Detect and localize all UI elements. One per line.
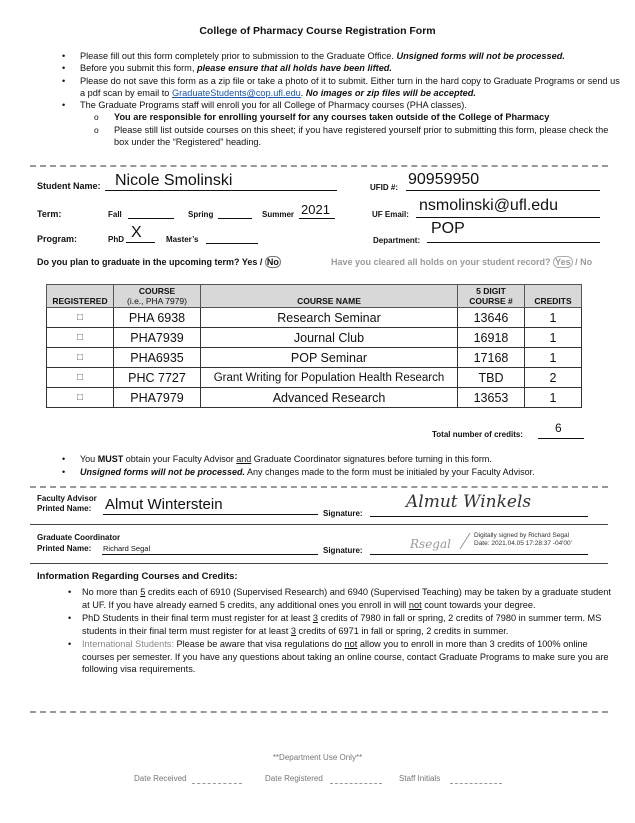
registered-checkbox[interactable]: □: [47, 388, 114, 408]
info-text: PhD Students in their final term must register for at least: [82, 613, 313, 623]
header-course: [114, 285, 201, 308]
info-text: Please be aware that visa regulations do: [173, 639, 345, 649]
course-name: POP Seminar: [201, 348, 458, 368]
graduate-email-link[interactable]: GraduateStudents@cop.ufl.edu: [171, 87, 301, 98]
date-registered-field[interactable]: [330, 783, 382, 784]
table-header-row: [47, 285, 582, 308]
phd-label: PhD: [108, 235, 124, 244]
staff-initials-label: Staff Initials: [399, 774, 441, 783]
advisor-label: [37, 494, 97, 514]
instruction-text: Please fill out this form completely prior to submission to the Graduate Office.: [80, 51, 397, 61]
department-field[interactable]: [427, 218, 600, 243]
info-emphasis: 5: [140, 587, 146, 597]
digital-signature-line2: Date: 2021.04.05 17:28:37 -04'00': [474, 540, 572, 547]
course-number: 13646: [458, 308, 525, 328]
instruction-emphasis: No images or zip files will be accepted.: [305, 87, 476, 98]
summer-label: Summer: [262, 210, 295, 219]
graduate-question-text: Do you plan to graduate in the upcoming term? Yes /: [37, 257, 265, 267]
summer-value: 2021: [301, 202, 330, 217]
summer-field[interactable]: [299, 198, 335, 219]
course-code: PHA7979: [114, 388, 201, 408]
fall-label: Fall: [108, 210, 122, 219]
course-name: Research Seminar: [201, 308, 458, 328]
header-course-line2: (i.e., PHA 7979): [126, 296, 187, 306]
header-registered: REGISTERED: [47, 285, 114, 308]
bullet-glyph: •: [62, 467, 66, 477]
digital-signature-line1: Digitally signed by Richard Segal: [474, 532, 570, 539]
spring-field[interactable]: [218, 206, 252, 219]
header-credits: CREDITS: [525, 285, 582, 308]
spring-label: Spring: [188, 210, 214, 219]
table-row: [47, 308, 582, 328]
instruction-item: [62, 62, 622, 74]
instruction-subitem: [62, 124, 622, 149]
total-credits-label: Total number of credits:: [432, 430, 523, 439]
course-number: TBD: [458, 368, 525, 388]
instruction-subtext: Please still list outside courses on this sheet; if you have registered yourself prior to submitting this form, please check the box under the “Registered” heading.: [114, 124, 609, 148]
signature-notes: [62, 453, 622, 479]
course-name: Advanced Research: [201, 388, 458, 408]
info-emphasis: not: [408, 599, 422, 610]
advisor-name-field[interactable]: [103, 494, 318, 515]
course-code: PHA6935: [114, 348, 201, 368]
bullet-glyph: •: [62, 454, 66, 464]
masters-field[interactable]: [206, 231, 258, 244]
ufid-label: UFID #:: [370, 183, 398, 192]
course-credits: 2: [525, 368, 582, 388]
holds-answer-yes[interactable]: Yes: [555, 257, 571, 267]
coordinator-signature-label: Signature:: [323, 546, 363, 555]
advisor-signature-label: Signature:: [323, 509, 363, 518]
form-title: College of Pharmacy Course Registration Form: [199, 25, 436, 37]
note-text: You: [80, 454, 98, 464]
section-divider: [30, 563, 608, 564]
graduate-answer-no[interactable]: No: [266, 257, 279, 267]
student-name-label: Student Name:: [37, 181, 101, 191]
course-credits: 1: [525, 388, 582, 408]
header-course-name: COURSE NAME: [201, 285, 458, 308]
info-item: [68, 638, 620, 676]
program-label: Program:: [37, 234, 78, 244]
student-name-value: Nicole Smolinski: [115, 172, 233, 189]
info-text: credits of 7980 in fall or spring, 2 credits of 7980 in summer term. MS students in their final term must register for at least: [82, 613, 602, 636]
instruction-text: Before you submit this form,: [80, 63, 197, 74]
table-row: [47, 388, 582, 408]
instruction-text: .: [300, 87, 306, 98]
course-code: PHA7939: [114, 328, 201, 348]
term-label: Term:: [37, 209, 62, 219]
info-text: allow you to enroll in more than 3 credits of 100% online courses per semester. If you have any questions about taking an online course, contact Graduate Programs to make sure you are following visa requirements.: [82, 639, 609, 674]
info-text: credits of 6971 in fall or spring, 2 credits in summer.: [295, 625, 509, 636]
instruction-item: [62, 50, 622, 62]
section-divider: [30, 486, 608, 488]
student-name-field[interactable]: [105, 172, 337, 191]
advisor-label-line2: Printed Name:: [37, 504, 92, 513]
email-label: UF Email:: [372, 210, 409, 219]
coordinator-label-line1: Graduate Coordinator: [37, 533, 121, 542]
ufid-field[interactable]: [406, 172, 600, 191]
note-text: Any changes made to the form must be initialed by your Faculty Advisor.: [245, 467, 535, 477]
masters-label: Master’s: [166, 235, 199, 244]
graduate-question: [37, 257, 281, 267]
course-credits: 1: [525, 348, 582, 368]
coordinator-name-field[interactable]: [102, 540, 318, 555]
info-emphasis: 3: [312, 613, 318, 623]
advisor-name-value: Almut Winterstein: [105, 496, 223, 513]
note-emphasis: MUST: [97, 454, 124, 464]
course-name: Grant Writing for Population Health Research: [201, 368, 458, 388]
instruction-emphasis: please ensure that all holds have been lifted.: [196, 63, 392, 74]
email-field[interactable]: [416, 195, 600, 218]
note-text: Graduate Coordinator signatures before turning in this form.: [251, 454, 492, 464]
advisor-signature-field[interactable]: [370, 490, 588, 517]
info-heading: Information Regarding Courses and Credits:: [37, 571, 238, 582]
coordinator-signature-image: Rsegal: [410, 537, 451, 551]
registered-checkbox[interactable]: □: [47, 328, 114, 348]
department-use-heading: **Department Use Only**: [272, 753, 363, 762]
table-row: [47, 368, 582, 388]
phd-field[interactable]: [126, 222, 155, 243]
note-item: [62, 453, 622, 466]
holds-question-text: Have you cleared all holds on your student record?: [331, 257, 554, 267]
course-credits: 1: [525, 308, 582, 328]
email-value: nsmolinski@ufl.edu: [419, 197, 558, 214]
courses-table: [46, 284, 582, 408]
info-text: No more than: [82, 587, 141, 597]
instructions-list: [62, 50, 622, 148]
info-item: [68, 612, 620, 637]
instruction-text: The Graduate Programs staff will enroll you for all College of Pharmacy courses (PHA classes).: [80, 100, 467, 111]
header-course-line1: COURSE: [138, 286, 176, 296]
date-received-field[interactable]: [192, 783, 242, 784]
course-number: 16918: [458, 328, 525, 348]
total-credits-field[interactable]: [538, 420, 584, 439]
staff-initials-field[interactable]: [450, 783, 502, 784]
course-credits: 1: [525, 328, 582, 348]
table-row: [47, 328, 582, 348]
info-list: [68, 586, 620, 677]
department-label: Department:: [373, 236, 421, 245]
course-code: PHA 6938: [114, 308, 201, 328]
note-emphasis: and: [236, 454, 252, 464]
header-digit-line1: 5 DIGIT: [476, 286, 506, 296]
slash-mark-icon: [458, 532, 472, 550]
date-received-label: Date Received: [134, 774, 187, 783]
advisor-label-line1: Faculty Advisor: [37, 494, 97, 503]
course-name: Journal Club: [201, 328, 458, 348]
info-text: credits each of 6910 (Supervised Research) and 6940 (Supervised Teaching) may be taken by a graduate student at UF. If you have already earned 5 credits, any additional ones you enroll in will: [82, 587, 611, 610]
coordinator-signature-field[interactable]: [370, 530, 588, 555]
info-emphasis: International Students:: [82, 639, 174, 649]
registered-checkbox[interactable]: □: [47, 308, 114, 328]
coordinator-label-line2: Printed Name:: [37, 544, 92, 553]
instruction-subitem: [62, 111, 622, 123]
course-code: PHC 7727: [114, 368, 201, 388]
instruction-emphasis: Unsigned forms will not be processed.: [396, 51, 565, 61]
course-number: 13653: [458, 388, 525, 408]
holds-question-suffix: / No: [572, 257, 593, 267]
department-value: POP: [431, 220, 465, 237]
fall-field[interactable]: [128, 206, 174, 219]
registered-checkbox[interactable]: □: [47, 368, 114, 388]
note-item: [62, 466, 622, 479]
holds-question: [331, 257, 592, 267]
instruction-item: [62, 99, 622, 111]
note-emphasis: Unsigned forms will not be processed.: [80, 467, 246, 477]
digital-signature-stamp: [474, 532, 572, 548]
instruction-text: Please do not save this form as a zip file or take a photo of it to submit. Either turn in the hard copy to Graduate Programs or send us a pdf scan by email to: [80, 75, 620, 98]
registered-checkbox[interactable]: □: [47, 348, 114, 368]
info-emphasis: not: [344, 639, 358, 649]
total-credits-value: 6: [555, 421, 562, 435]
section-divider: [30, 524, 608, 525]
info-item: [68, 586, 620, 611]
course-number: 17168: [458, 348, 525, 368]
section-divider: [30, 165, 608, 167]
section-divider: [30, 711, 608, 713]
coordinator-name-value: Richard Segal: [103, 544, 151, 553]
date-registered-label: Date Registered: [265, 774, 323, 783]
info-text: count towards your degree.: [421, 599, 536, 610]
info-emphasis: 3: [290, 625, 296, 636]
header-digit-line2: COURSE #: [469, 296, 513, 306]
instruction-subtext: You are responsible for enrolling yourself for any courses taken outside of the College of Pharmacy: [114, 112, 550, 123]
ufid-value: 90959950: [408, 171, 480, 188]
table-row: [47, 348, 582, 368]
phd-value: X: [131, 224, 142, 241]
note-text: obtain your Faculty Advisor: [123, 454, 237, 464]
header-course-number: [458, 285, 525, 308]
advisor-signature-image: Almut Winkels: [406, 492, 532, 512]
instruction-item: [62, 75, 622, 100]
